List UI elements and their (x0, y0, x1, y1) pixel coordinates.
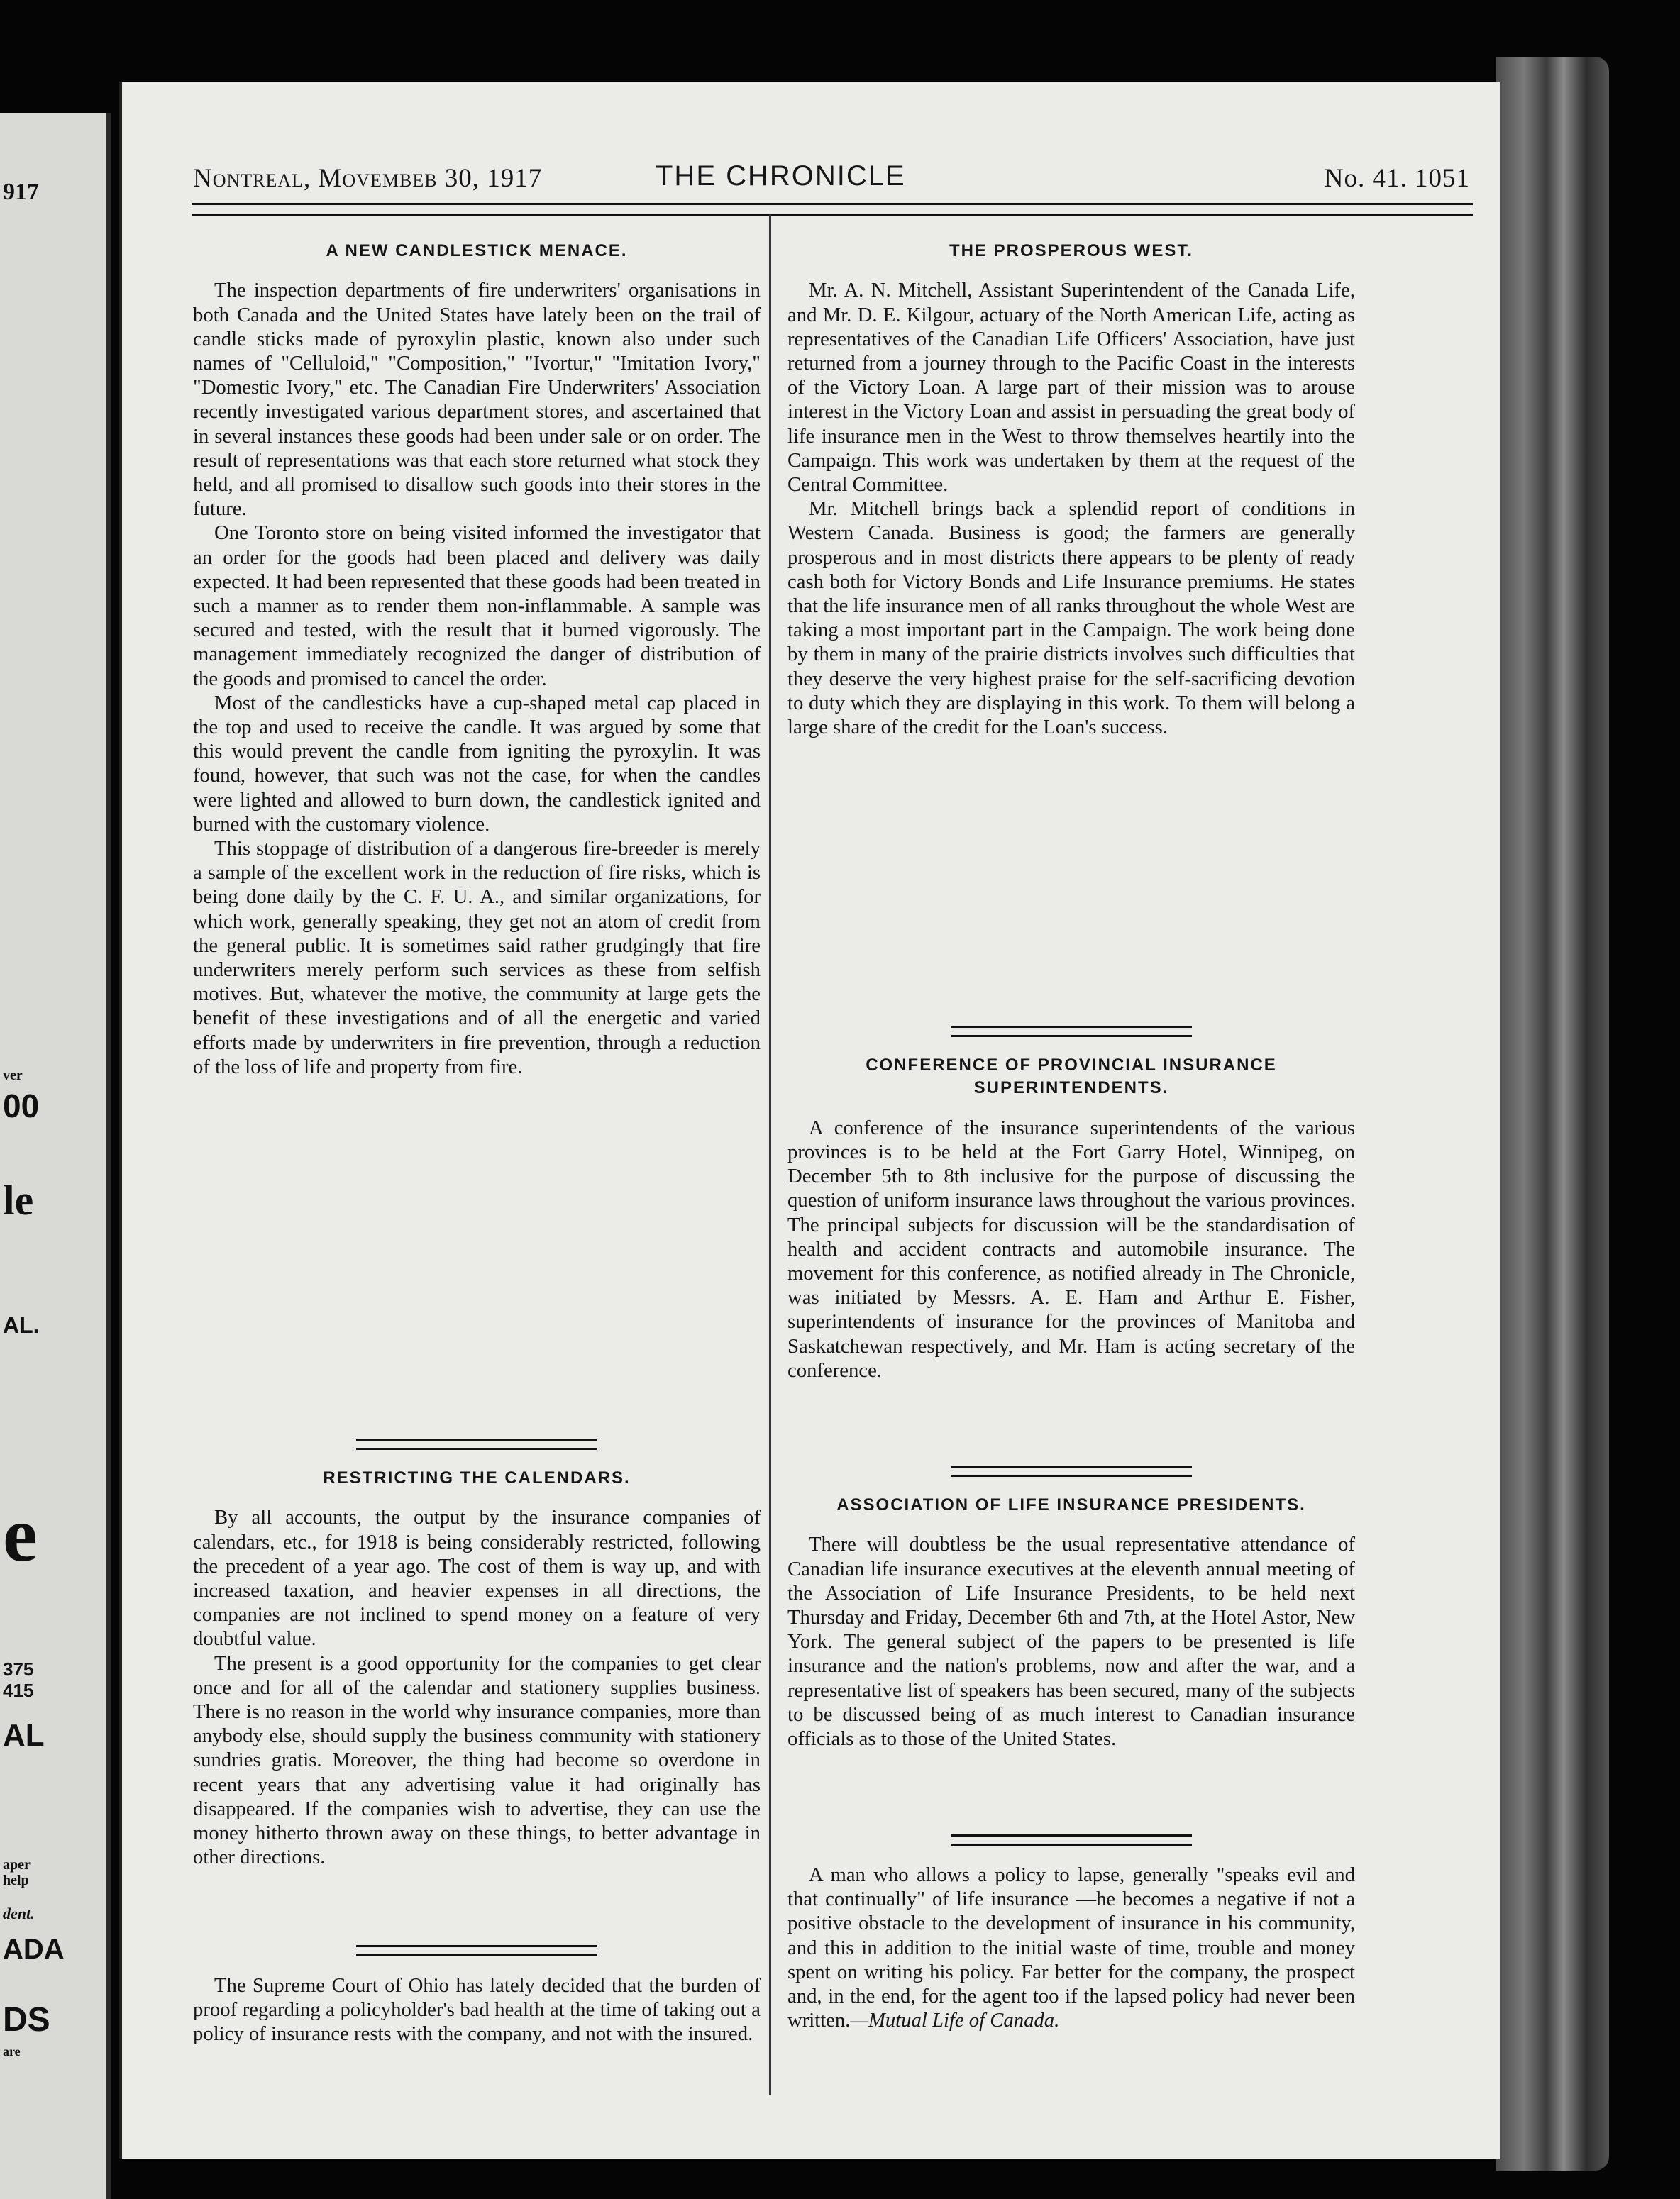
article-heading: THE PROSPEROUS WEST. (949, 241, 1194, 260)
margin-fragment: ver (3, 1068, 23, 1083)
left-column-article-1 (193, 240, 761, 1079)
article-heading: A NEW CANDLESTICK MENACE. (326, 241, 628, 260)
margin-fragment: help (3, 1873, 29, 1888)
right-column-article-1 (788, 240, 1355, 739)
margin-fragment: AL (3, 1718, 45, 1753)
section-separator (356, 1439, 597, 1450)
quote-text: A man who allows a policy to lapse, generally "speaks evil and that continually" of life insurance —he becomes a negative if not a positive obstacle to the development of insurance in his community, and this in addition to the initial waste of time, trouble and money spent on writing his policy. Far better for the company, the prospect and, in the end, for the agent too if the lapsed policy had never been written. (788, 1863, 1355, 2032)
margin-fragment: aper (3, 1857, 31, 1873)
article-paragraph: The inspection departments of fire underwriters' organisations in both Canada and the United States have lately been on the trail of candle sticks made of pyroxylin plastic, known also under such names of "Celluloid," "Composition," "Ivortur," "Imitation Ivory," "Domestic Ivory," etc. The Canadian Fire Underwriters' Association recently investigated various department stores, and ascertained that in several instances these goods had been under sale or on order. The result of representations was that each store returned what stock they held, and all promised to disallow such goods into their stores in the future. (193, 279, 761, 521)
article-paragraph: There will doubtless be the usual representative attendance of Canadian life insurance executives at the eleventh annual meeting of the Association of Life Insurance Presidents, to be held next Thursday and Friday, December 6th and 7th, at the Hotel Astor, New York. The general subject of the papers to be presented is life insurance and the nation's problems, now and after the war, and a representative list of speakers has been secured, many of the subjects to be discussed being of as much interest to Canadian insurance officials as to those of the United States. (788, 1533, 1355, 1751)
article-paragraph: This stoppage of distribution of a dangerous fire-breeder is merely a sample of the excellent work in the reduction of fire risks, which is being done daily by the C. F. U. A., and similar organizations, for which work, generally speaking, they get not an atom of credit from the general public. It is sometimes said rather grudgingly that fire underwriters merely perform such services as these from selfish motives. But, whatever the motive, the community at large gets the benefit of these investigations and of all the energetic and varied efforts made by underwriters in fire prevention, through a reduction of the loss of life and property from fire. (193, 837, 761, 1078)
section-separator (951, 1026, 1192, 1037)
right-column-article-4 (788, 1834, 1355, 2032)
page-header (193, 160, 1470, 206)
section-separator (951, 1466, 1192, 1477)
header-title: THE CHRONICLE (656, 160, 906, 192)
left-column-article-2 (193, 1439, 761, 1869)
article-paragraph: One Toronto store on being visited informed the investigator that an order for the goods had been placed and delivery was daily expected. It had been represented that these goods had been treated in such a manner as to render them non-inflammable. A sample was secured and tested, with the result that it burned vigorously. The management immediately recognized the danger of distribution of the goods and promised to cancel the order. (193, 521, 761, 690)
section-separator (951, 1834, 1192, 1846)
margin-fragment: e (3, 1491, 38, 1578)
left-facing-page (0, 113, 111, 2199)
margin-fragment: 375 (3, 1658, 34, 1680)
right-column-article-2 (788, 1026, 1355, 1383)
right-column-article-3 (788, 1466, 1355, 1751)
article-paragraph: Mr. Mitchell brings back a splendid report of conditions in Western Canada. Business is good; the farmers are generally prosperous and in most districts there appears to be plenty of ready cash both for Victory Bonds and Life Insurance premiums. He states that the life insurance men of all ranks throughout the whole West are taking a most important part in the Campaign. The work being done by them in many of the prairie districts involves such difficulties that they deserve the very highest praise for the self-sacrificing devotion to duty which they are displaying in this work. To them will belong a large share of the credit for the Loan's success. (788, 497, 1355, 739)
book-edge (1496, 57, 1609, 2171)
article-paragraph: By all accounts, the output by the insurance companies of calendars, etc., for 1918 is being considerably restricted, following the precedent of a year ago. The cost of them is way up, and with increased taxation, and heavier expenses in all directions, the companies are not inclined to spend money on a feature of very doubtful value. (193, 1506, 761, 1651)
article-paragraph: A conference of the insurance superintendents of the various provinces is to be held at the Fort Garry Hotel, Winnipeg, on December 5th to 8th inclusive for the purpose of discussing the question of uniform insurance laws throughout the various provinces. The principal subjects for discussion will be the standardisation of health and accident contracts and automobile insurance. The movement for this conference, as notified already in The Chronicle, was initiated by Messrs. A. E. Ham and Arthur E. Fisher, superintendents of insurance for the provinces of Manitoba and Saskatchewan respectively, and Mr. Ham is acting secretary of the conference. (788, 1116, 1355, 1382)
article-paragraph (788, 1863, 1355, 2032)
article-heading: ASSOCIATION OF LIFE INSURANCE PRESIDENTS. (836, 1495, 1306, 1514)
margin-fragment: DS (3, 2001, 50, 2039)
column-divider (769, 214, 771, 2095)
article-heading: RESTRICTING THE CALENDARS. (323, 1468, 631, 1488)
header-rule (192, 203, 1473, 216)
left-column-article-3 (193, 1945, 761, 2046)
margin-fragment: 917 (3, 179, 39, 205)
margin-fragment: dent. (3, 1905, 35, 1922)
article-heading: CONFERENCE OF PROVINCIAL INSURANCE SUPERINTENDENTS. (866, 1056, 1277, 1098)
article-paragraph: The present is a good opportunity for the companies to get clear once and for all of the calendar and stationery supplies business. There is no reason in the world why insurance companies, more than anybody else, should supply the business community with stationery sundries gratis. Moreover, the thing had become so overdone in recent years that any advertising value it had originally has disappeared. If the companies wish to advertise, they can use the money hitherto thrown away on these things, to better advantage in other directions. (193, 1651, 761, 1869)
margin-fragment: 00 (3, 1087, 40, 1124)
section-separator (356, 1945, 597, 1956)
margin-fragment: AL. (3, 1312, 40, 1338)
header-date: Nontreal, Movembeb 30, 1917 (193, 164, 543, 193)
newspaper-page (119, 82, 1500, 2159)
margin-fragment: 415 (3, 1680, 34, 1701)
article-paragraph: Mr. A. N. Mitchell, Assistant Superintendent of the Canada Life, and Mr. D. E. Kilgour, actuary of the North American Life, acting as representatives of the Canadian Life Officers' Association, have just returned from a journey through to the Pacific Coast in the interests of the Victory Loan. A large part of their mission was to arouse interest in the Victory Loan and assist in persuading the great body of life insurance men in the West to throw themselves heartily into the Campaign. This work was undertaken by them at the request of the Central Committee. (788, 279, 1355, 497)
article-paragraph: Most of the candlesticks have a cup-shaped metal cap placed in the top and used to receive the candle. It was argued by some that this would prevent the candle from igniting the pyroxylin. It was found, however, that such was not the case, for when the candles were lighted and allowed to burn down, the candlestick ignited and burned with the customary violence. (193, 691, 761, 836)
margin-fragment: are (3, 2044, 21, 2059)
margin-fragment: ADA (3, 1934, 65, 1965)
margin-fragment: le (3, 1177, 34, 1224)
quote-source: —Mutual Life of Canada. (850, 2009, 1060, 2032)
header-page-number: No. 41. 1051 (1324, 164, 1470, 193)
article-paragraph: The Supreme Court of Ohio has lately decided that the burden of proof regarding a policyholder's bad health at the time of taking out a policy of insurance rests with the company, and not with the insured. (193, 1974, 761, 2046)
